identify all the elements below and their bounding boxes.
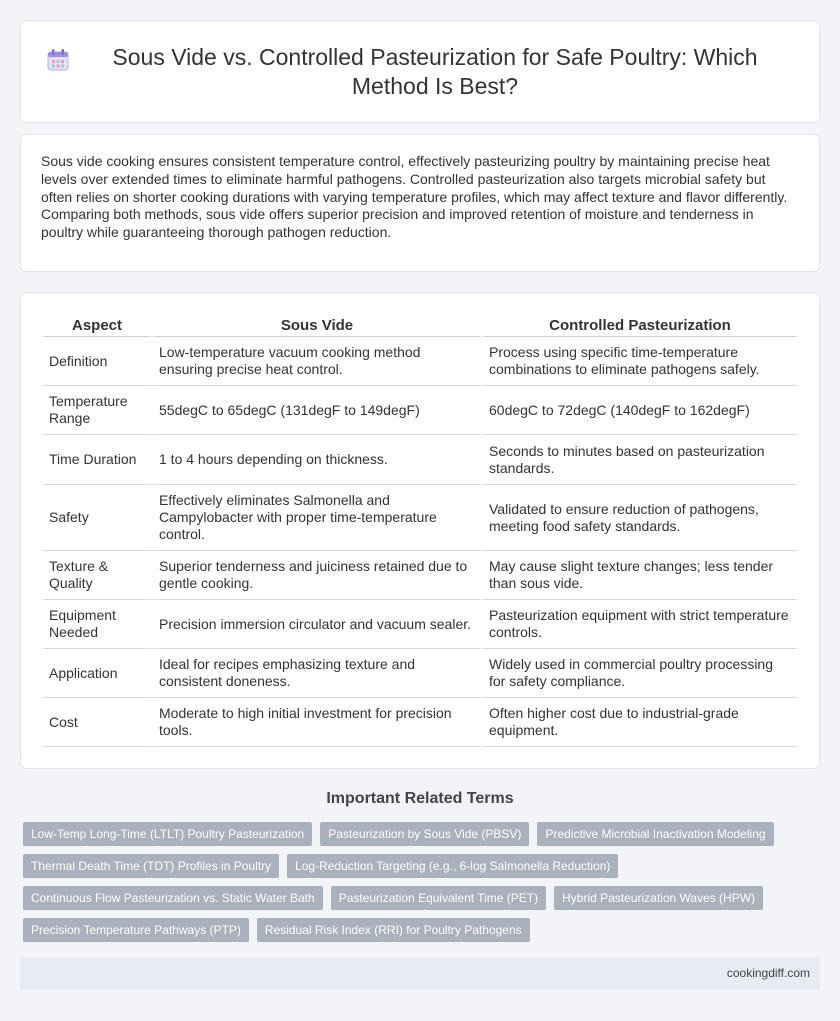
header-sous-vide: Sous Vide — [153, 315, 481, 337]
table-row — [43, 485, 797, 551]
intro-card — [20, 134, 820, 272]
related-term-tag[interactable]: Pasteurization Equivalent Time (PET) — [331, 886, 546, 910]
pasteurization-cell: Often higher cost due to industrial-grade equipment. — [483, 698, 797, 747]
aspect-cell: Temperature Range — [43, 386, 151, 435]
sous-vide-cell: Moderate to high initial investment for precision tools. — [153, 698, 481, 747]
footer — [20, 958, 820, 990]
aspect-cell: Safety — [43, 485, 151, 551]
comparison-table — [41, 315, 799, 747]
aspect-cell: Cost — [43, 698, 151, 747]
aspect-cell: Definition — [43, 337, 151, 386]
related-term-tag[interactable]: Low-Temp Long-Time (LTLT) Poultry Pasteurization — [23, 822, 312, 846]
sous-vide-cell: Effectively eliminates Salmonella and Campylobacter with proper time-temperature control. — [153, 485, 481, 551]
header-controlled-pasteurization: Controlled Pasteurization — [483, 315, 797, 337]
intro-paragraph: Sous vide cooking ensures consistent temperature control, effectively pasteurizing poultry by maintaining precise heat levels over extended times to eliminate harmful pathogens. Controlled pasteurization also targets microbial safety but often relies on shorter cooking durations with varying temperature profiles, which may affect texture and flavor differently. Comparing both methods, sous vide offers superior precision and improved retention of moisture and tenderness in poultry while guaranteeing thorough pathogen reduction. — [41, 153, 788, 241]
aspect-cell: Texture & Quality — [43, 551, 151, 600]
related-term-tag[interactable]: Pasteurization by Sous Vide (PBSV) — [320, 822, 529, 846]
comparison-card — [20, 292, 820, 769]
table-row — [43, 337, 797, 386]
related-term-tag[interactable]: Continuous Flow Pasteurization vs. Static Water Bath — [23, 886, 323, 910]
table-row — [43, 551, 797, 600]
aspect-cell: Time Duration — [43, 435, 151, 485]
related-term-tag[interactable]: Residual Risk Index (RRI) for Poultry Pathogens — [257, 918, 530, 942]
aspect-cell: Application — [43, 649, 151, 698]
related-term-tag[interactable]: Log-Reduction Targeting (e.g., 6-log Salmonella Reduction) — [287, 854, 618, 878]
pasteurization-cell: Pasteurization equipment with strict temperature controls. — [483, 600, 797, 649]
related-term-tag[interactable]: Hybrid Pasteurization Waves (HPW) — [554, 886, 763, 910]
related-term-tag[interactable]: Precision Temperature Pathways (PTP) — [23, 918, 249, 942]
related-term-tag[interactable]: Predictive Microbial Inactivation Modeling — [537, 822, 773, 846]
header-aspect: Aspect — [43, 315, 151, 337]
table-row — [43, 435, 797, 485]
page-title: Sous Vide vs. Controlled Pasteurization for Safe Poultry: Which Method Is Best? — [112, 44, 758, 99]
sous-vide-cell: Precision immersion circulator and vacuum sealer. — [153, 600, 481, 649]
pasteurization-cell: Seconds to minutes based on pasteurization standards. — [483, 435, 797, 485]
table-row — [43, 386, 797, 435]
pasteurization-cell: Validated to ensure reduction of pathogens, meeting food safety standards. — [483, 485, 797, 551]
sous-vide-cell: Superior tenderness and juiciness retained due to gentle cooking. — [153, 551, 481, 600]
related-term-tag[interactable]: Thermal Death Time (TDT) Profiles in Poultry — [23, 854, 279, 878]
related-terms-list — [23, 822, 813, 942]
table-row — [43, 698, 797, 747]
pasteurization-cell: Widely used in commercial poultry processing for safety compliance. — [483, 649, 797, 698]
pasteurization-cell: 60degC to 72degC (140degF to 162degF) — [483, 386, 797, 435]
footer-site-link[interactable]: cookingdiff.com — [726, 966, 810, 980]
aspect-cell: Equipment Needed — [43, 600, 151, 649]
pasteurization-cell: May cause slight texture changes; less tender than sous vide. — [483, 551, 797, 600]
sous-vide-cell: Ideal for recipes emphasizing texture and consistent doneness. — [153, 649, 481, 698]
sous-vide-cell: 1 to 4 hours depending on thickness. — [153, 435, 481, 485]
sous-vide-cell: 55degC to 65degC (131degF to 149degF) — [153, 386, 481, 435]
title-card — [20, 20, 820, 123]
table-row — [43, 649, 797, 698]
table-header-row — [43, 315, 797, 337]
table-row — [43, 600, 797, 649]
sous-vide-cell: Low-temperature vacuum cooking method ensuring precise heat control. — [153, 337, 481, 386]
pasteurization-cell: Process using specific time-temperature combinations to eliminate pathogens safely. — [483, 337, 797, 386]
related-terms-title: Important Related Terms — [326, 790, 514, 807]
